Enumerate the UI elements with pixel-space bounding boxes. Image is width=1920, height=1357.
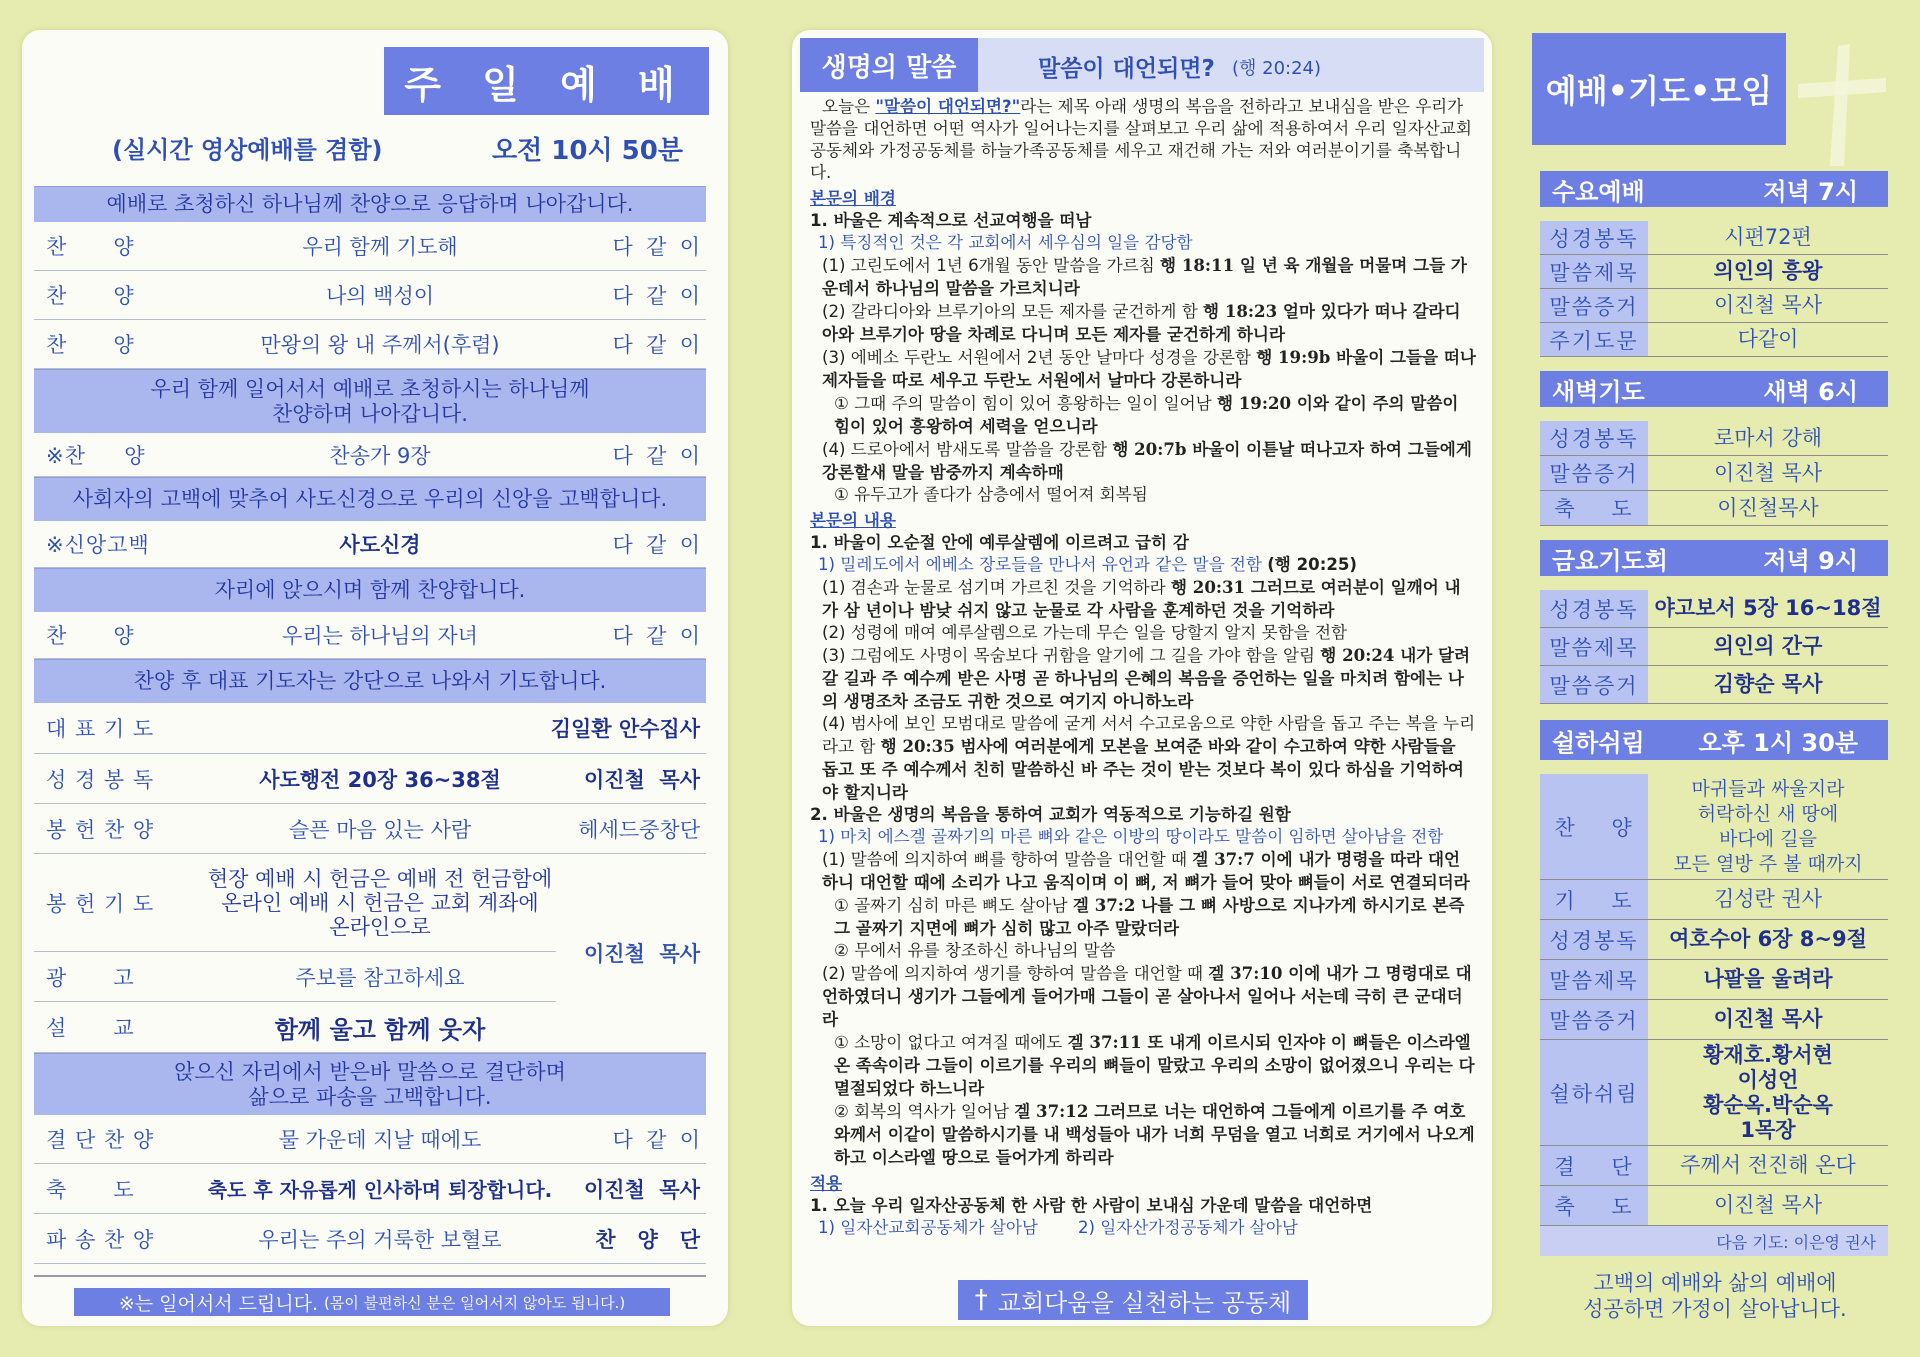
row-key: 성경봉독 xyxy=(1540,590,1648,627)
schedule-row xyxy=(1540,880,1888,920)
row-key: 성경봉독 xyxy=(1540,920,1648,959)
point-text: (3) 에베소 두란노 서원에서 2년 동안 날마다 성경을 강론함 xyxy=(822,348,1257,367)
order-band: 사회자의 고백에 맞추어 사도신경으로 우리의 신앙을 고백합니다. xyxy=(34,477,706,521)
outline-line xyxy=(810,346,1476,392)
scripture-quote: 행 20:31 그러므로 여러분이 일깨어 내가 삼 년이나 밤낮 쉬지 않고 눈물로 각 사람을 훈계하던 것을 기억하라 xyxy=(822,577,1461,620)
scripture-quote: 겔 37:10 이에 내가 그 명령대로 대언하였더니 생기가 그들에게 들어가매 그들이 곧 살아나서 일어나 서는데 극히 큰 군대더라 xyxy=(822,963,1472,1029)
scripture-quote: 겔 37:2 나를 그 뼈 사방으로 지나가게 하시기로 본즉 그 골짜기 지면에 뼈가 심히 많고 아주 말랐더라 xyxy=(834,895,1465,938)
row-key: 말씀제목 xyxy=(1540,628,1648,665)
row-value: 이진철목사 xyxy=(1717,495,1819,520)
row-key: 쉴하쉬림 xyxy=(1540,1040,1648,1145)
section-time: 오후 1시 30분 xyxy=(1698,728,1858,757)
row-content: 우리는 주의 거룩한 보혈로 xyxy=(258,1227,502,1252)
row-value: 황재호.황서현 이성언 황순옥.박순옥 1목장 xyxy=(1703,1042,1833,1142)
point-text: 2) 일자산가정공동체가 살아남 xyxy=(1077,1218,1298,1237)
scripture-quote: 행 20:7b 바울이 이튿날 떠나고자 하여 그들에게 강론할새 말을 밤중까지 계속하매 xyxy=(822,439,1472,482)
outline-line xyxy=(810,962,1476,1031)
rest-meeting xyxy=(1540,720,1888,1256)
intro-quote: "말씀이 대언되면?" xyxy=(875,97,1021,116)
sermon-title: 말씀이 대언되면? xyxy=(1038,56,1215,82)
scripture-quote: 행 19:9b 바울이 그들을 떠나 제자들을 따로 세우고 두란노 서원에서 날마다 강론하니라 xyxy=(822,347,1476,390)
row-value: 시편72편 xyxy=(1724,225,1812,249)
standing-note-small: (몸이 불편하신 분은 일어서지 않아도 됩니다.) xyxy=(324,1293,626,1312)
scripture-quote: 행 18:23 얼마 있다가 떠나 갈라디아와 브루기아 땅을 차례로 다니며 모든 제자를 굳건하게 하니라 xyxy=(822,301,1461,344)
order-row xyxy=(34,521,706,568)
schedule-row xyxy=(1540,1146,1888,1186)
scripture-quote: 겔 37:12 그러므로 너는 대언하여 그들에게 이르기를 주 여호와께서 이같이 말씀하시기를 내 백성들아 내가 너희 무덤을 열고 너희로 거기에서 나오게 하고 이스라엘 땅으로 들어가게 하리라 xyxy=(834,1101,1475,1167)
banner-text: 교회다움을 실천하는 공동체 xyxy=(997,1288,1292,1317)
point-text: 1) 밀레도에서 에베소 장로들을 만나서 유언과 같은 말을 전함 xyxy=(818,555,1268,574)
row-value: 의인의 간구 xyxy=(1713,634,1823,658)
cross-icon: † xyxy=(974,1285,988,1315)
outline-line xyxy=(810,848,1476,894)
row-label: 파 송 찬 양 xyxy=(46,1227,155,1252)
row-content: 축도 후 자유롭게 인사하며 퇴장합니다. xyxy=(207,1178,553,1202)
order-row xyxy=(34,612,706,659)
row-value: 이진철 목사 xyxy=(1713,1193,1823,1217)
section-header xyxy=(1540,720,1888,760)
row-leader: 다 같 이 xyxy=(612,443,700,468)
outline-line: 1. 바울은 계속적으로 선교여행을 떠남 xyxy=(810,211,1092,230)
schedule-row xyxy=(1540,774,1888,880)
point-text: (1) 겸손과 눈물로 섬기며 가르친 것을 기억하라 xyxy=(822,578,1171,597)
order-row xyxy=(34,754,706,804)
row-value: 이진철 목사 xyxy=(1713,460,1823,485)
sermon-tab: 생명의 말씀 xyxy=(800,38,978,92)
row-value: 다같이 xyxy=(1737,327,1799,351)
next-prayer-note: 다음 기도: 이은영 권사 xyxy=(1540,1226,1888,1256)
wednesday-service xyxy=(1540,171,1888,357)
outline-line: 1. 바울이 오순절 안에 예루살렘에 이르려고 급히 감 xyxy=(810,533,1189,552)
sermon-intro xyxy=(810,96,1476,184)
row-content: 만왕의 왕 내 주께서(후렴) xyxy=(260,333,500,357)
row-key: 결 단 xyxy=(1540,1146,1648,1185)
order-merged-group xyxy=(34,854,706,1053)
outline-line xyxy=(810,254,1476,300)
order-row xyxy=(34,1115,706,1164)
row-value: 마귀들과 싸울지라 허락하신 새 땅에 바다에 길을 모든 열방 주 볼 때까지 xyxy=(1673,777,1863,875)
row-key: 성경봉독 xyxy=(1540,221,1648,254)
row-leader: 다 같 이 xyxy=(612,624,700,648)
point-text: (2) 갈라디아와 브루기아의 모든 제자를 굳건하게 함 xyxy=(822,302,1204,321)
schedule-row xyxy=(1540,1186,1888,1226)
row-key: 기 도 xyxy=(1540,880,1648,919)
scripture-quote: 겔 37:7 이에 내가 명령을 따라 대언하니 대언할 때에 소리가 나고 움직이며 이 뼈, 저 뼈가 들어 맞아 뼈들이 서로 연결되더라 xyxy=(822,849,1470,892)
row-label: 찬 양 xyxy=(46,235,135,259)
meetings-title: 예배•기도•모임 xyxy=(1532,33,1786,145)
row-key: 주기도문 xyxy=(1540,323,1648,356)
row-label: 대 표 기 도 xyxy=(46,717,155,741)
row-label: 봉 헌 찬 양 xyxy=(46,817,155,842)
schedule-row xyxy=(1540,491,1888,526)
point-text: ① 그때 주의 말씀이 힘이 있어 흥왕하는 일이 일어남 xyxy=(834,394,1217,413)
schedule-row xyxy=(1540,666,1888,704)
row-value: 주께서 전진해 온다 xyxy=(1680,1153,1856,1177)
row-key: 찬 양 xyxy=(1540,774,1648,879)
merged-leader: 이진철 목사 xyxy=(583,942,700,966)
section-time: 저녁 9시 xyxy=(1763,546,1858,575)
closing-message: 고백의 예배와 삶의 예배에 성공하면 가정이 살아납니다. xyxy=(1583,1271,1847,1321)
schedule-row xyxy=(1540,1000,1888,1040)
order-row xyxy=(34,804,706,854)
scripture-quote: 행 20:24 내가 달려갈 길과 주 예수께 받은 사명 곧 하나님의 은혜의 복음을 증언하는 일을 마치려 함에는 나의 생명조차 조금도 귀한 것으로 여기지 아니하노라 xyxy=(822,645,1471,711)
dawn-prayer xyxy=(1540,371,1888,526)
row-content: 현장 예배 시 헌금은 예배 전 헌금함에 온라인 예배 시 헌금은 교회 계좌에 온라인으로 xyxy=(207,866,553,939)
section-name: 수요예배 xyxy=(1552,177,1645,206)
row-key: 말씀제목 xyxy=(1540,960,1648,999)
row-label: ※신앙고백 xyxy=(46,533,150,557)
row-content: 물 가운데 지날 때에도 xyxy=(278,1128,482,1152)
row-leader: 다 같 이 xyxy=(612,533,700,557)
section-time: 새벽 6시 xyxy=(1763,377,1858,406)
row-value: 이진철 목사 xyxy=(1713,1007,1823,1031)
point-text: (2) 말씀에 의지하여 생기를 향하여 말씀을 대언할 때 xyxy=(822,964,1209,983)
outline-line xyxy=(810,644,1476,713)
row-key: 말씀증거 xyxy=(1540,456,1648,490)
section-name: 새벽기도 xyxy=(1552,377,1645,406)
outline-line xyxy=(810,438,1476,484)
outline-line: 1) 마치 에스겔 골짜기의 마른 뼈와 같은 이방의 땅이라도 말씀이 임하면 살아남을 전함 xyxy=(818,827,1444,846)
outline-line xyxy=(810,713,1476,804)
schedule-row xyxy=(1540,920,1888,960)
order-row xyxy=(34,320,706,369)
outline-line: (2) 성령에 매여 예루살렘으로 가는데 무슨 일을 당할지 알지 못함을 전함 xyxy=(822,623,1348,642)
section-header xyxy=(1540,171,1888,207)
schedule-row xyxy=(1540,323,1888,357)
schedule-row xyxy=(1540,255,1888,289)
scripture-ref: (행 20:25) xyxy=(1267,555,1358,574)
divider xyxy=(34,1275,706,1277)
section-heading: 본문의 내용 xyxy=(810,511,896,530)
row-value: 여호수아 6장 8~9절 xyxy=(1669,927,1867,951)
scripture-quote: 행 20:35 범사에 여러분에게 모본을 보여준 바와 같이 수고하여 약한 사람들을 돕고 또 주 예수께서 친히 말씀하신 바 주는 것이 받는 것보다 복이 있다 하심을 기억하여야 할지니라 xyxy=(822,736,1464,802)
order-row xyxy=(34,1214,706,1264)
section-name: 쉴하쉬림 xyxy=(1552,728,1645,757)
outline-line xyxy=(810,576,1476,622)
row-label: 찬 양 xyxy=(46,284,135,308)
point-text: (3) 그럼에도 사명이 목숨보다 귀함을 알기에 그 길을 가야 함을 알림 xyxy=(822,646,1321,665)
order-row xyxy=(34,222,706,271)
section-heading: 적용 xyxy=(810,1174,843,1193)
outline-line: 2. 바울은 생명의 복음을 통하여 교회가 역동적으로 기능하길 원함 xyxy=(810,805,1291,824)
schedule-row xyxy=(1540,1040,1888,1146)
row-key: 말씀증거 xyxy=(1540,666,1648,703)
row-content: 사도신경 xyxy=(339,533,421,557)
row-leader: 다 같 이 xyxy=(612,284,700,308)
standing-note xyxy=(74,1288,670,1316)
sermon-reference: (행 20:24) xyxy=(1232,58,1322,79)
schedule-row xyxy=(1540,221,1888,255)
row-value: 나팔을 울려라 xyxy=(1703,967,1833,991)
row-label: 봉 헌 기 도 xyxy=(46,891,155,916)
cross-icon xyxy=(1790,38,1890,168)
row-leader: 다 같 이 xyxy=(612,1128,700,1152)
schedule-row xyxy=(1540,628,1888,666)
row-value: 김성란 권사 xyxy=(1713,887,1823,911)
order-band: 앉으신 자리에서 받은바 말씀으로 결단하며 삶으로 파송을 고백합니다. xyxy=(34,1053,706,1115)
row-label: 설 교 xyxy=(46,1016,135,1040)
order-row xyxy=(34,703,706,754)
section-name: 금요기도회 xyxy=(1552,546,1668,575)
order-band: 찬양 후 대표 기도자는 강단으로 나와서 기도합니다. xyxy=(34,659,706,703)
row-key: 성경봉독 xyxy=(1540,421,1648,455)
scripture-quote: 행 18:11 일 년 육 개월을 머물며 그들 가운데서 하나님의 말씀을 가르치니라 xyxy=(822,255,1467,298)
schedule-row xyxy=(1540,289,1888,323)
row-label: 결 단 찬 양 xyxy=(46,1128,155,1152)
outline-line xyxy=(810,554,1476,576)
sermon-panel xyxy=(792,30,1492,1326)
row-key: 축 도 xyxy=(1540,491,1648,525)
section-header xyxy=(1540,371,1888,407)
outline-line xyxy=(810,300,1476,346)
outline-line xyxy=(810,894,1476,940)
order-row xyxy=(34,1164,706,1214)
point-text: (1) 고린도에서 1년 6개월 동안 말씀을 가르침 xyxy=(822,256,1161,275)
point-text: (4) 드로아에서 밤새도록 말씀을 강론함 xyxy=(822,440,1113,459)
community-banner xyxy=(958,1280,1308,1320)
row-label: 축 도 xyxy=(46,1177,135,1202)
point-text: ② 회복의 역사가 일어남 xyxy=(834,1102,1015,1121)
order-band: 자리에 앉으시며 함께 찬양합니다. xyxy=(34,568,706,612)
section-header xyxy=(1540,540,1888,576)
row-leader: 이진철 목사 xyxy=(583,1177,700,1202)
row-label: 찬 양 xyxy=(46,624,135,648)
live-stream-note: (실시간 영상예배를 겸함) xyxy=(112,136,383,164)
schedule-row xyxy=(1540,960,1888,1000)
intro-text: 오늘은 xyxy=(822,97,876,116)
order-row xyxy=(34,952,556,1002)
row-leader: 김일환 안수집사 xyxy=(550,717,700,741)
section-time: 저녁 7시 xyxy=(1763,177,1858,206)
row-value: 로마서 강해 xyxy=(1713,425,1823,450)
point-text: 1) 일자산교회공동체가 살아남 xyxy=(818,1218,1038,1237)
order-row xyxy=(34,271,706,320)
outline-line xyxy=(810,392,1476,438)
scripture-quote: 행 19:20 이와 같이 주의 말씀이 힘이 있어 흥왕하여 세력을 얻으니라 xyxy=(834,393,1459,436)
row-content: 사도행전 20장 36~38절 xyxy=(259,767,501,792)
worship-order-panel xyxy=(22,30,728,1326)
outline-line xyxy=(810,1100,1476,1169)
standing-note-text: ※는 일어서서 드립니다. xyxy=(118,1292,319,1315)
row-leader: 이진철 목사 xyxy=(583,767,700,792)
row-label: 광 고 xyxy=(46,965,135,990)
row-content: 우리 함께 기도해 xyxy=(302,235,458,259)
point-text: ① 소망이 없다고 여겨질 때에도 xyxy=(834,1033,1068,1052)
outline-line: ② 무에서 유를 창조하신 하나님의 말씀 xyxy=(834,941,1116,960)
row-value: 야고보서 5장 16~18절 xyxy=(1654,596,1882,620)
worship-time: 오전 10시 50분 xyxy=(492,136,683,166)
friday-prayer xyxy=(1540,540,1888,704)
row-key: 말씀증거 xyxy=(1540,1000,1648,1039)
intro-text: 라는 제목 아래 생명의 복음을 전하라고 보내심을 받은 우리가 말씀을 대언하면 어떤 역사가 일어나는지를 살펴보고 우리 삶에 적용하여서 우리 일자산교회공동체와 가정공동체를 하늘가족공동체를 세우고 재건해 가는 저와 여러분이기를 축복합니다. xyxy=(810,97,1472,182)
order-row xyxy=(34,1002,556,1052)
sermon-body xyxy=(810,96,1476,1239)
order-band: 우리 함께 일어서서 예배로 초청하시는 하나님께 찬양하며 나아갑니다. xyxy=(34,369,706,433)
row-value: 이진철 목사 xyxy=(1713,293,1823,317)
row-label: ※찬 양 xyxy=(46,443,146,468)
outline-line: 1. 오늘 우리 일자산공동체 한 사람 한 사람이 보내심 가운데 말씀을 대언하면 xyxy=(810,1196,1373,1215)
sermon-header xyxy=(800,38,1484,92)
schedule-row xyxy=(1540,456,1888,491)
scripture-quote: 겔 37:11 또 내게 이르시되 인자야 이 뼈들은 이스라엘 온 족속이라 그들이 이르기를 우리의 뼈들이 말랐고 우리의 소망이 없어졌으니 우리는 다 멸절되었다 하느니라 xyxy=(834,1032,1475,1098)
row-leader: 찬 양 단 xyxy=(595,1227,700,1252)
row-content: 주보를 참고하세요 xyxy=(295,965,465,990)
sermon-title: 함께 울고 함께 웃자 xyxy=(274,1015,486,1044)
row-label: 성 경 봉 독 xyxy=(46,767,155,792)
order-row xyxy=(34,854,556,952)
row-key: 축 도 xyxy=(1540,1186,1648,1225)
row-content: 슬픈 마음 있는 사람 xyxy=(288,817,472,842)
row-leader: 다 같 이 xyxy=(612,333,700,357)
outline-line xyxy=(810,1217,1476,1239)
row-leader: 헤세드중창단 xyxy=(578,817,700,842)
outline-line: ① 유두고가 졸다가 삼층에서 떨어져 회복됨 xyxy=(834,485,1148,504)
section-heading: 본문의 배경 xyxy=(810,189,896,208)
schedule-row xyxy=(1540,421,1888,456)
order-band: 예배로 초청하신 하나님께 찬양으로 응답하며 나아갑니다. xyxy=(34,186,706,222)
row-content: 찬송가 9장 xyxy=(329,443,431,468)
row-content: 나의 백성이 xyxy=(325,284,435,308)
point-text: ① 골짜기 심히 마른 뼈도 살아남 xyxy=(834,896,1073,915)
schedule-row xyxy=(1540,590,1888,628)
row-key: 말씀증거 xyxy=(1540,289,1648,322)
row-label: 찬 양 xyxy=(46,333,135,357)
point-text: (4) 범사에 보인 모범대로 말씀에 굳게 서서 수고로움으로 약한 사람을 돕고 주는 복을 누리라고 함 xyxy=(822,714,1476,756)
row-value: 김향순 목사 xyxy=(1713,672,1823,696)
row-value: 의인의 흥왕 xyxy=(1713,259,1823,283)
row-content: 우리는 하나님의 자녀 xyxy=(282,624,478,648)
point-text: (1) 말씀에 의지하여 뼈를 향하여 말씀을 대언할 때 xyxy=(822,850,1193,869)
row-leader: 다 같 이 xyxy=(612,235,700,259)
outline-line: 1) 특징적인 것은 각 교회에서 세우심의 일을 감당함 xyxy=(818,233,1193,252)
outline-line xyxy=(810,1031,1476,1100)
order-row xyxy=(34,433,706,477)
row-key: 말씀제목 xyxy=(1540,255,1648,288)
worship-order-table xyxy=(34,186,706,1264)
worship-title: 주 일 예 배 xyxy=(384,47,709,115)
